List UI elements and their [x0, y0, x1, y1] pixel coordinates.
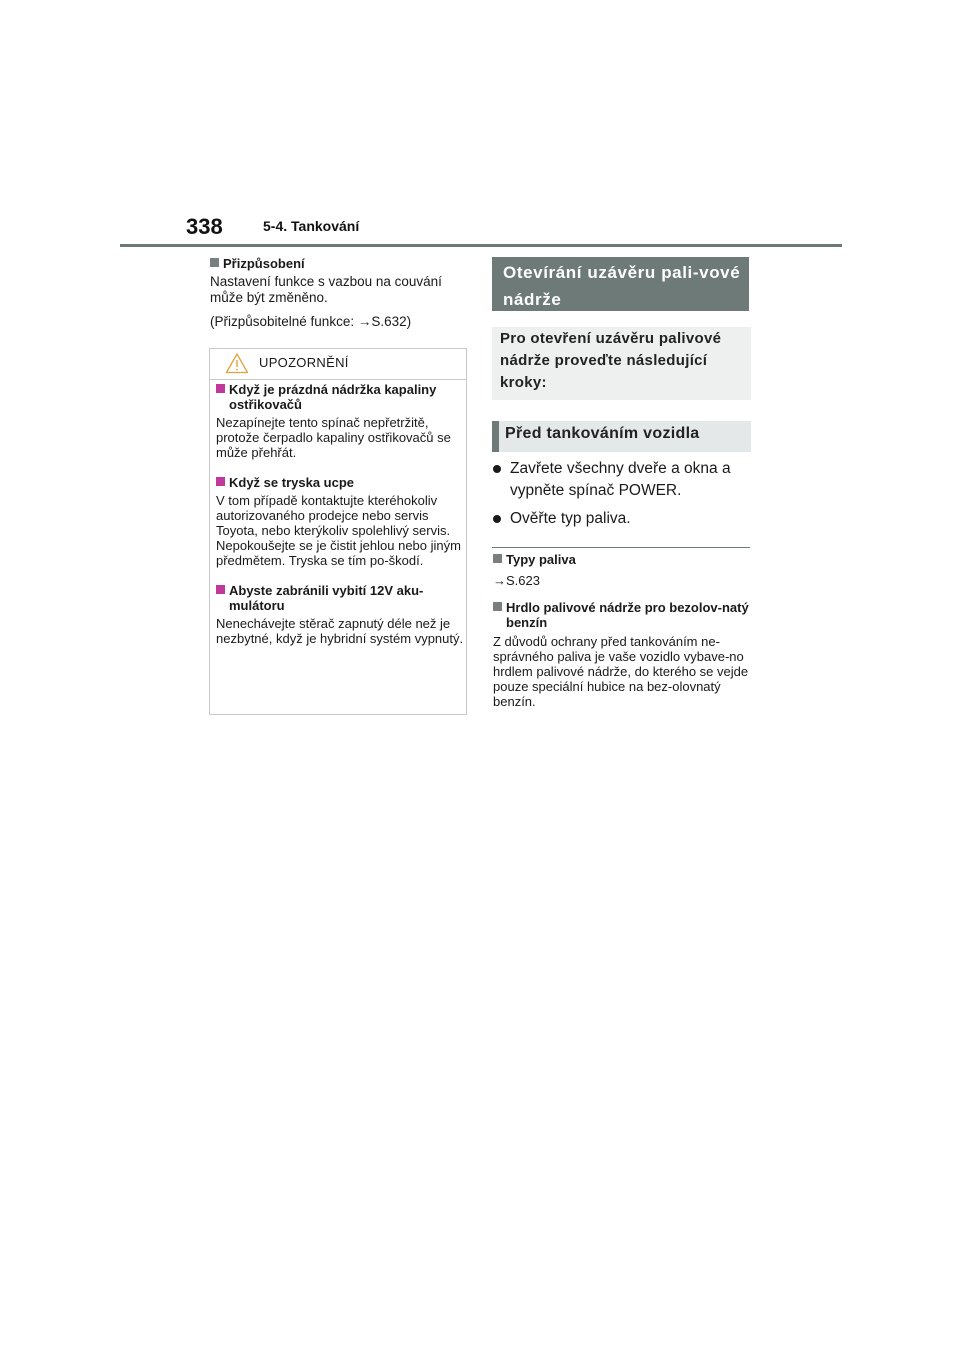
- fuel-types-heading-text: Typy paliva: [506, 552, 576, 567]
- customize-text: Nastavení funkce s vazbou na couvání může být změněno.: [210, 274, 442, 305]
- fuel-cap-title-box: [492, 257, 749, 311]
- caution-item: [216, 583, 464, 646]
- subhead-accent-bar: [492, 421, 499, 452]
- customize-reference: (Přizpůsobitelné funkce: →S.632): [210, 314, 412, 329]
- fuel-info-section: [493, 552, 751, 709]
- caution-item-heading: [216, 475, 464, 490]
- list-item-text: Ověřte typ paliva.: [510, 510, 631, 527]
- square-bullet-icon: [210, 258, 219, 267]
- caution-item: [216, 382, 464, 460]
- square-bullet-icon: [216, 585, 225, 594]
- list-item: [493, 508, 751, 530]
- caution-item-heading-text: Když se tryska ucpe: [229, 475, 355, 490]
- filler-neck-heading: [493, 600, 751, 630]
- list-item-text: Zavřete všechny dveře a okna a vypněte spínač POWER.: [510, 460, 731, 499]
- bullet-dot-icon: [493, 465, 501, 473]
- header-divider: [120, 244, 842, 247]
- caution-item-heading-text: Když je prázdná nádržka kapaliny ostřikovačů: [229, 382, 437, 412]
- warning-triangle-icon: [225, 352, 249, 374]
- intro-box: [492, 327, 751, 400]
- customize-heading: [210, 256, 468, 272]
- caution-item-text: V tom případě kontaktujte kteréhokoliv autorizovaného prodejce nebo servis Toyota, nebo kterýkoliv spolehlivý servis.: [216, 493, 451, 538]
- caution-item-heading-text: Abyste zabránili vybití 12V aku-mulátoru: [229, 583, 424, 613]
- caution-item-text: Nenechávejte stěrač zapnutý déle než je nezbytné, když je hybridní systém vypnutý.: [216, 616, 464, 646]
- section-divider: [492, 547, 750, 548]
- section-title: 5-4. Tankování: [263, 218, 360, 234]
- page-number: 338: [186, 214, 223, 239]
- caution-item-heading: [216, 583, 464, 613]
- bullet-dot-icon: [493, 515, 501, 523]
- caution-item-heading: [216, 382, 464, 412]
- before-refuel-subhead: [492, 421, 751, 452]
- filler-neck-heading-text: Hrdlo palivové nádrže pro bezolov-natý benzín: [506, 600, 749, 630]
- caution-title: UPOZORNĚNÍ: [259, 355, 349, 370]
- square-bullet-icon: [216, 384, 225, 393]
- square-bullet-icon: [216, 477, 225, 486]
- square-bullet-icon: [493, 602, 502, 611]
- customize-heading-text: Přizpůsobení: [223, 256, 305, 271]
- caution-header: [210, 349, 466, 380]
- fuel-types-heading: [493, 552, 751, 567]
- caution-item: [216, 475, 464, 568]
- fuel-cap-title: Otevírání uzávěru pali-vové nádrže: [503, 263, 741, 309]
- step-list: [493, 458, 751, 536]
- fuel-types-reference: →S.623: [493, 573, 540, 588]
- filler-neck-text: Z důvodů ochrany před tankováním ne-správného paliva je vaše vozidlo vybave-no hrdlem palivové nádrže, do kterého se vejde pouze speciální hubice na bez-olovnatý benzín.: [493, 634, 749, 709]
- list-item: [493, 458, 751, 502]
- caution-item-text: Nezapínejte tento spínač nepřetržitě, protože čerpadlo kapaliny ostřikovačů se může přehřát.: [216, 415, 451, 460]
- caution-body: [216, 382, 464, 661]
- subhead-text: Před tankováním vozidla: [505, 425, 700, 442]
- caution-item-text-2: Nepokoušejte se je čistit jehlou nebo jiným předmětem. Tryska se tím po-škodí.: [216, 538, 461, 568]
- square-bullet-icon: [493, 554, 502, 563]
- customize-section: [210, 256, 468, 330]
- caution-box: [209, 348, 467, 715]
- intro-text: Pro otevření uzávěru palivové nádrže proveďte následující kroky:: [500, 330, 722, 391]
